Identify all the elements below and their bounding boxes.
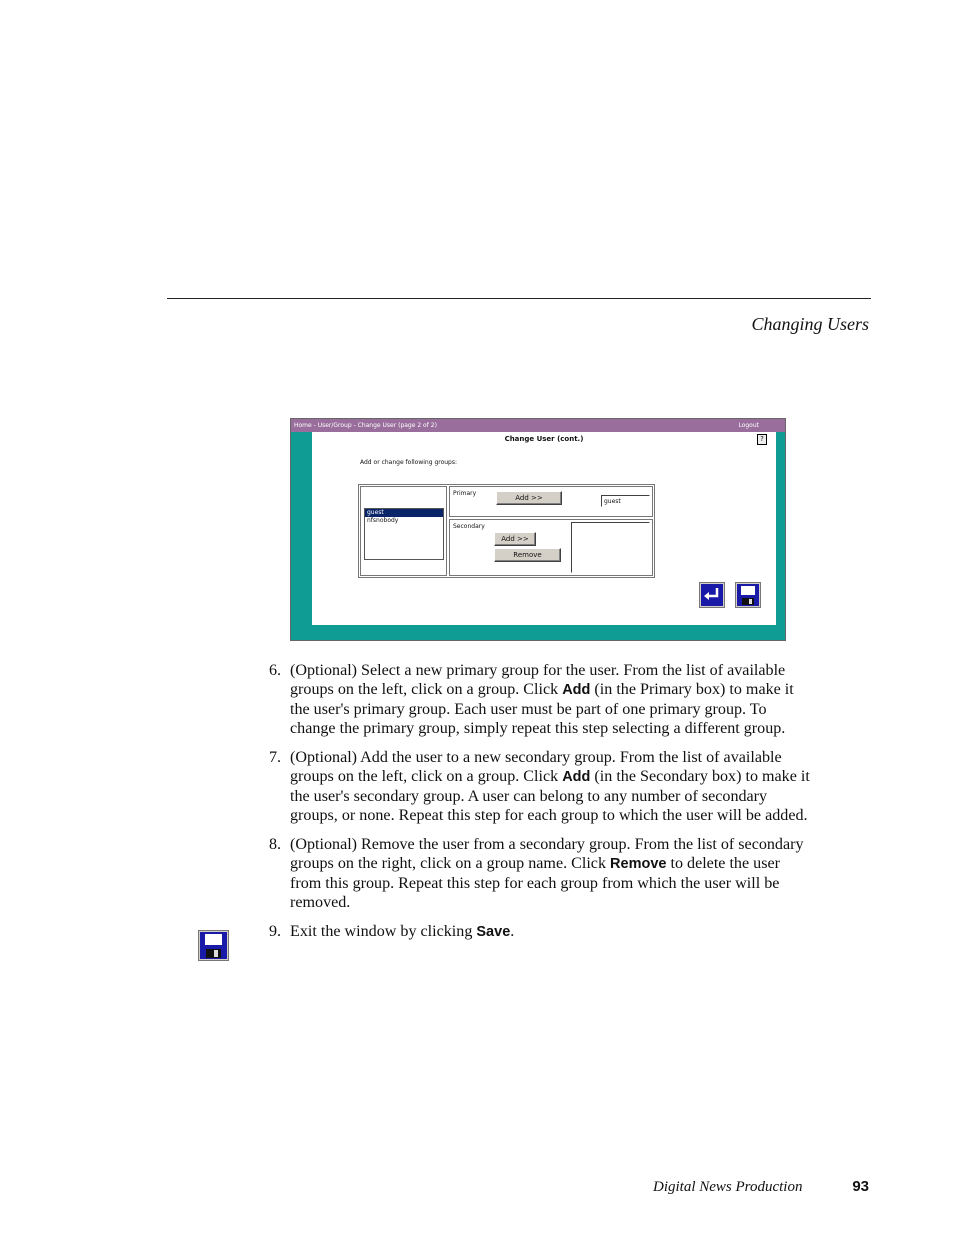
logout-link[interactable]: Logout bbox=[738, 422, 759, 429]
secondary-add-button[interactable]: Add >> bbox=[494, 532, 536, 546]
ui-term-add: Add bbox=[562, 769, 591, 785]
help-icon[interactable]: ? bbox=[757, 434, 767, 445]
list-item: 6. (Optional) Select a new primary group for the user. From the list of available groups on the left, click on a group. Click Add (in the Primary box) to make it the user's primary group. Each user must be part of one primary group. To change the primary group, simply repeat this step selecting a different group. bbox=[269, 662, 794, 737]
page-number: 93 bbox=[852, 1178, 869, 1195]
section-title: Changing Users bbox=[751, 314, 869, 334]
list-item: 7. (Optional) Add the user to a new secondary group. From the list of available groups on the left, click on a group. Click Add (in the Secondary box) to make it the user's secondary group. A user can belong to any number of secondary groups, or none. Repeat this step for each group to which the user will be added. bbox=[269, 749, 810, 824]
list-item: 9. Exit the window by clicking Save. bbox=[269, 923, 515, 940]
list-item[interactable]: nfsnobody bbox=[367, 517, 399, 524]
secondary-group-listbox[interactable] bbox=[571, 522, 650, 573]
secondary-label: Secondary bbox=[453, 523, 485, 530]
primary-label: Primary bbox=[453, 490, 477, 497]
footer-title: Digital News Production bbox=[653, 1179, 803, 1195]
primary-box bbox=[449, 486, 653, 517]
primary-add-button[interactable]: Add >> bbox=[496, 491, 562, 505]
primary-group-field[interactable]: guest bbox=[601, 495, 650, 507]
ui-term-add: Add bbox=[562, 682, 591, 698]
back-arrow-icon[interactable] bbox=[699, 582, 725, 608]
ui-term-remove: Remove bbox=[610, 856, 667, 872]
header-rule bbox=[167, 298, 871, 299]
group-listbox[interactable] bbox=[364, 508, 444, 560]
screenshot-title: Change User (cont.) bbox=[504, 435, 584, 443]
save-icon bbox=[198, 930, 229, 961]
steps-list bbox=[269, 661, 814, 952]
list-item[interactable]: guest bbox=[365, 509, 443, 517]
screenshot-nav-bar bbox=[291, 419, 785, 432]
remove-button[interactable]: Remove bbox=[494, 548, 561, 562]
list-item: 8. (Optional) Remove the user from a secondary group. From the list of secondary groups on the right, click on a group name. Click Remove to delete the user from this group. Repeat this step for each group from which the user will be removed. bbox=[269, 836, 804, 911]
screenshot-figure bbox=[290, 418, 786, 641]
floppy-disk-save-icon[interactable] bbox=[735, 582, 761, 608]
ui-term-save: Save bbox=[476, 924, 511, 940]
breadcrumb[interactable]: Home - User/Group - Change User (page 2 of 2) bbox=[294, 422, 437, 429]
instruction-text: Add or change following groups: bbox=[360, 459, 458, 466]
secondary-box bbox=[449, 519, 653, 576]
screenshot-panel bbox=[312, 432, 776, 625]
groups-box bbox=[358, 484, 655, 578]
group-list-cell bbox=[360, 486, 447, 576]
